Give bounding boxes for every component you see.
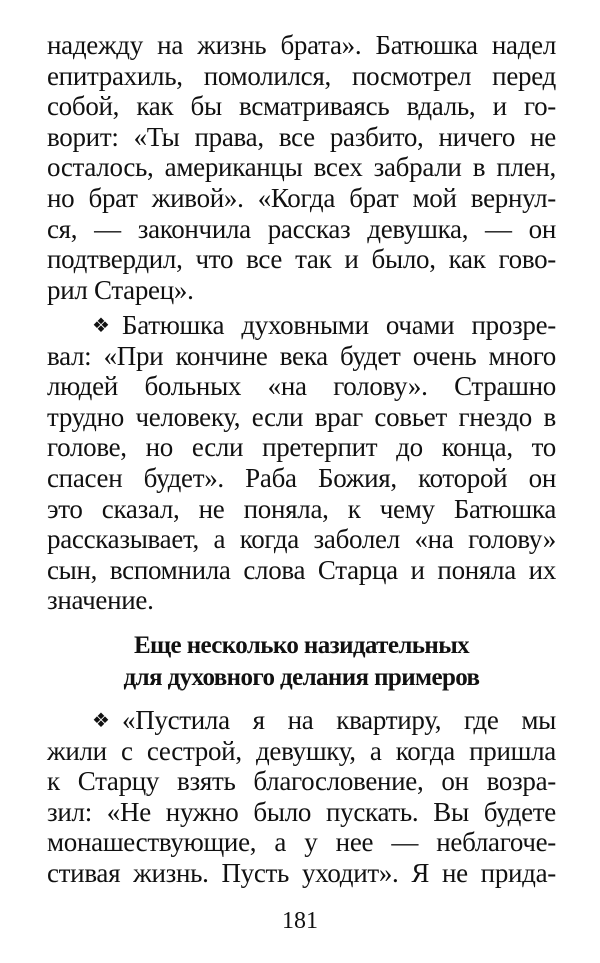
text-line: ся, — закончила рассказ девушка, — он: [47, 213, 556, 244]
text-line: зил: «Не нужно было пускать. Вы будете: [47, 796, 556, 827]
text-line: трудно человеку, если враг совьет гнездо в: [47, 401, 556, 432]
paragraph-1: [47, 30, 556, 305]
page-number: 181: [282, 908, 318, 934]
text-line: монашествующие, а у нее — неблагоче-: [47, 827, 556, 858]
text-line: рассказывает, а когда заболел «на голову»: [47, 524, 556, 555]
paragraph-2: [47, 310, 556, 616]
text-line: надежду на жизнь брата». Батюшка надел: [47, 30, 556, 60]
text-line: подтвердил, что все так и было, как гово-: [47, 244, 556, 275]
text-line: жили с сестрой, девушку, а когда пришла: [47, 735, 556, 766]
text-line: ворит: «Ты права, все разбито, ничего не: [47, 121, 556, 152]
paragraph-3: [47, 705, 556, 889]
text-line: но брат живой». «Когда брат мой вернул-: [47, 182, 556, 213]
text-line: епитрахиль, помолился, посмотрел перед: [47, 60, 556, 91]
heading-line: Еще несколько назидательных: [133, 632, 470, 659]
text-line: собой, как бы всматриваясь вдаль, и го-: [47, 91, 556, 122]
text-line: [47, 705, 556, 736]
text-line: голове, но если претерпит до конца, то: [47, 432, 556, 463]
text-line: осталось, американцы всех забрали в плен,: [47, 152, 556, 183]
text-line: сын, вспомнила слова Старца и поняла их: [47, 554, 556, 585]
ornament-bullet-icon: ❖: [92, 710, 110, 732]
text-line-content: Батюшка духовными очами прозре-: [122, 310, 556, 340]
text-line: это сказал, не поняла, к чему Батюшка: [47, 493, 556, 524]
text-line: значение.: [47, 585, 154, 616]
text-line: стивая жизнь. Пусть уходит». Я не прида-: [47, 857, 556, 888]
text-line: к Старцу взять благословение, он возра-: [47, 766, 556, 797]
text-line: [47, 310, 556, 341]
section-heading: [47, 630, 556, 694]
text-line: спасен будет». Раба Божия, которой он: [47, 462, 556, 493]
text-line: вал: «При кончине века будет очень много: [47, 340, 556, 371]
ornament-bullet-icon: ❖: [92, 315, 110, 337]
text-line: людей больных «на голову». Страшно: [47, 371, 556, 402]
text-line-content: «Пустила я на квартиру, где мы: [122, 705, 556, 735]
heading-line: для духовного делания примеров: [123, 664, 480, 691]
text-line: рил Старец».: [47, 274, 194, 305]
